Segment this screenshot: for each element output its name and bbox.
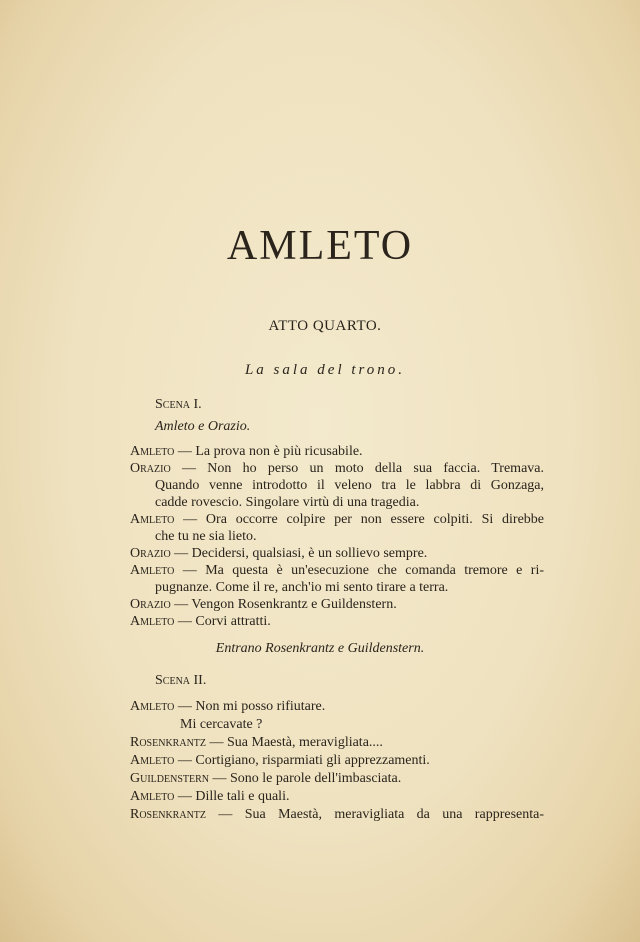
page-title: AMLETO xyxy=(226,223,414,269)
dialogue-line: che tu ne sia lieto. xyxy=(155,529,257,544)
line-text: — Dille tali e quali. xyxy=(177,789,290,804)
speaker: Amleto xyxy=(130,444,175,459)
dialogue-line: cadde rovescio. Singolare virtù di una tragedia. xyxy=(155,495,420,510)
line-text: — Cortigiano, risparmiati gli apprezzamenti. xyxy=(177,753,430,768)
dialogue-line xyxy=(130,806,544,824)
stage-direction: Entrano Rosenkrantz e Guildenstern. xyxy=(215,641,425,656)
dialogue-line xyxy=(130,698,544,716)
dialogue-line xyxy=(130,511,544,528)
speaker: Orazio xyxy=(130,461,171,476)
speaker: Amleto xyxy=(130,699,175,714)
dialogue-line: Mi cercavate ? xyxy=(180,717,263,732)
speaker: Amleto xyxy=(130,614,175,629)
dialogue-line: Quando venne introdotto il veleno tra le labbra di Gonzaga, xyxy=(155,478,544,493)
line-text: — Non mi posso rifiutare. xyxy=(177,699,326,714)
dialogue-line xyxy=(130,770,544,788)
scene-1-heading: Scena I. xyxy=(155,397,202,412)
dialogue-line xyxy=(130,596,544,613)
speaker: Amleto xyxy=(130,789,175,804)
line-text: — Corvi attratti. xyxy=(177,614,271,629)
act-heading: ATTO QUARTO. xyxy=(268,318,382,334)
dialogue-line: pugnanze. Come il re, anch'io mi sento tirare a terra. xyxy=(155,580,449,595)
scene-1-characters: Amleto e Orazio. xyxy=(155,419,251,434)
line-text: — Decidersi, qualsiasi, è un sollievo sempre. xyxy=(174,546,428,561)
speaker: Rosenkrantz xyxy=(130,735,207,750)
dialogue-line xyxy=(130,562,544,579)
speaker: Rosenkrantz xyxy=(130,807,207,822)
dialogue-line xyxy=(130,752,544,770)
line-text: — Sua Maestà, meravigliata.... xyxy=(209,735,383,750)
line-text: — Vengon Rosenkrantz e Guildenstern. xyxy=(174,597,397,612)
dialogue-line xyxy=(130,460,544,477)
dialogue-line xyxy=(130,545,544,562)
speaker: Orazio xyxy=(130,597,171,612)
scene-2-heading: Scena II. xyxy=(155,673,207,688)
dialogue-line xyxy=(130,613,544,630)
dialogue-line xyxy=(130,443,544,460)
speaker: Amleto xyxy=(130,512,175,527)
dialogue-line xyxy=(130,734,544,752)
setting-line: La sala del trono. xyxy=(244,362,406,378)
line-text: — Sua Maestà, meravigliata da una rappresenta- xyxy=(218,807,544,822)
line-text: — La prova non è più ricusabile. xyxy=(177,444,363,459)
speaker: Orazio xyxy=(130,546,171,561)
speaker: Amleto xyxy=(130,753,175,768)
line-text: — Sono le parole dell'imbasciata. xyxy=(212,771,402,786)
scene-1-dialogue xyxy=(130,443,544,630)
line-text: — Ma questa è un'esecuzione che comanda tremore e ri- xyxy=(182,563,544,578)
line-text: — Ora occorre colpire per non essere colpiti. Si direbbe xyxy=(183,512,544,527)
speaker: Amleto xyxy=(130,563,175,578)
line-text: — Non ho perso un moto della sua faccia. Tremava. xyxy=(181,461,545,476)
speaker: Guildenstern xyxy=(130,771,209,786)
dialogue-line xyxy=(130,788,544,806)
scene-2-dialogue xyxy=(130,698,544,824)
